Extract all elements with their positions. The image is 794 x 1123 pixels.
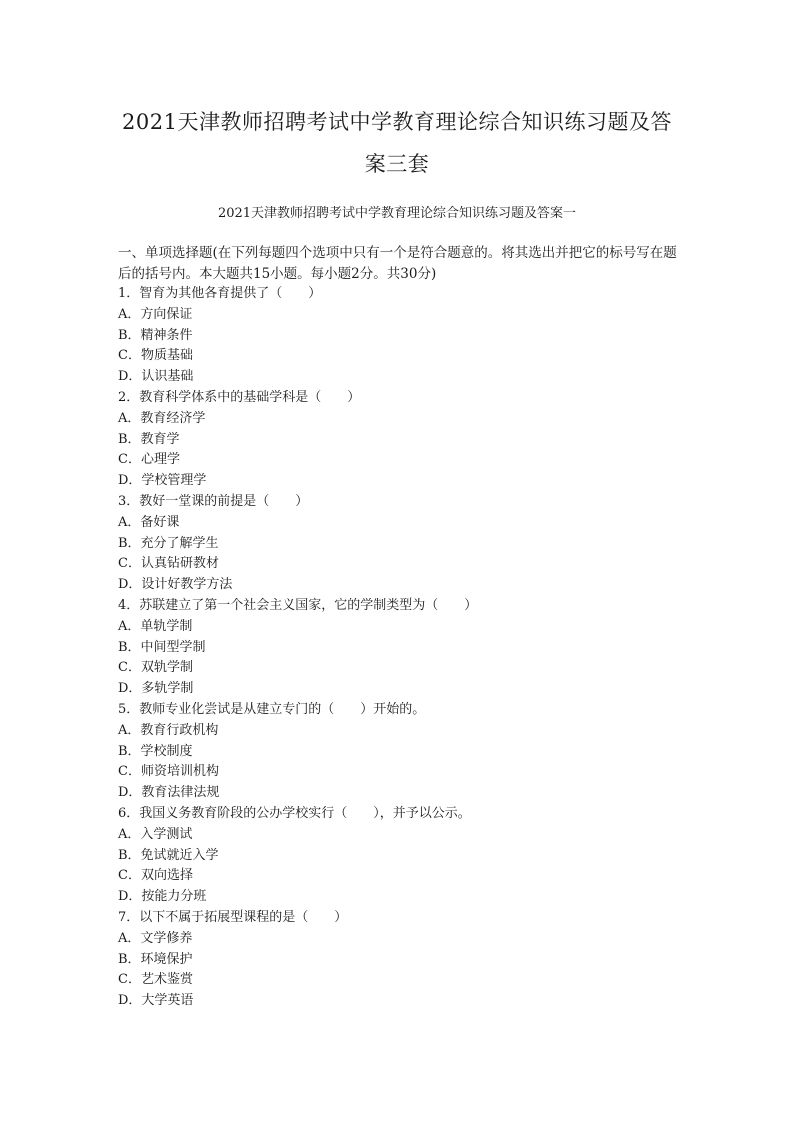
question-stem: 1．智育为其他各育提供了（ ） — [118, 286, 322, 301]
question-option: B．学校制度 — [118, 743, 193, 759]
question-option: B．中间型学制 — [118, 639, 206, 655]
question-option: D．按能力分班 — [118, 889, 207, 905]
question-option: D．学校管理学 — [118, 473, 207, 489]
question-option: B．充分了解学生 — [118, 535, 219, 551]
document-subtitle: 2021天津教师招聘考试中学教育理论综合知识练习题及答案一 — [217, 206, 577, 221]
question-option: C．心理学 — [118, 452, 180, 468]
question-option: B．免试就近入学 — [118, 847, 219, 863]
question-option: A．入学测试 — [118, 826, 193, 842]
document-title-line1: 2021天津教师招聘考试中学教育理论综合知识练习题及答 — [122, 110, 672, 134]
question-option: A．方向保证 — [118, 306, 193, 322]
question-stem: 3．教好一堂课的前提是（ ） — [118, 493, 309, 509]
document-title-line2: 案三套 — [364, 152, 430, 176]
question-option: B．精神条件 — [118, 327, 193, 343]
question-option: C．师资培训机构 — [118, 764, 219, 780]
question-option: B．环境保护 — [118, 951, 193, 967]
question-option: D．教育法律法规 — [118, 785, 220, 801]
question-option: C．艺术鉴赏 — [118, 972, 193, 988]
question-option: D．设计好教学方法 — [118, 577, 233, 593]
question-option: C．双向选择 — [118, 868, 193, 884]
question-stem: 4．苏联建立了第一个社会主义国家，它的学制类型为（ ） — [118, 597, 478, 613]
question-option: D．认识基础 — [118, 369, 194, 385]
question-option: A．教育经济学 — [118, 410, 206, 426]
question-option: D．多轨学制 — [118, 681, 194, 697]
question-option: C．物质基础 — [118, 348, 193, 364]
question-option: C．双轨学制 — [118, 660, 193, 676]
question-option: A．备好课 — [118, 514, 180, 530]
question-stem: 7．以下不属于拓展型课程的是（ ） — [118, 909, 348, 925]
question-option: B．教育学 — [118, 431, 180, 447]
question-option: D．大学英语 — [118, 993, 194, 1009]
section-heading: 一、单项选择题(在下列每题四个选项中只有一个是符合题意的。将其选出并把它的标号写在题后的括号内。本大题共15小题。每小题2分。共30分) — [118, 245, 677, 282]
question-stem: 2．教育科学体系中的基础学科是（ ） — [118, 389, 361, 405]
question-option: A．文学修养 — [118, 930, 193, 946]
question-option: A．单轨学制 — [118, 618, 193, 634]
question-stem: 6．我国义务教育阶段的公办学校实行（ ），并予以公示。 — [118, 805, 471, 821]
question-stem: 5．教师专业化尝试是从建立专门的（ ）开始的。 — [118, 701, 426, 717]
question-option: A．教育行政机构 — [118, 722, 219, 738]
question-option: C．认真钻研教材 — [118, 556, 219, 572]
question-list — [118, 284, 683, 1012]
